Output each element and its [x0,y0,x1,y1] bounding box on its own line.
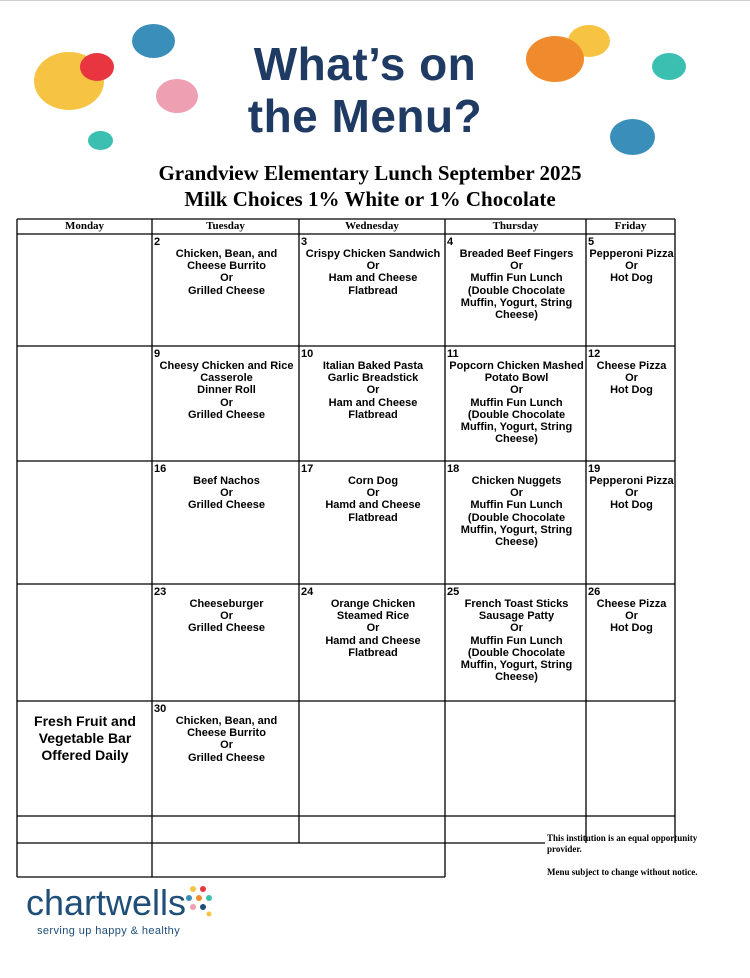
day-cell [299,461,445,584]
day-cell [299,346,445,461]
day-cell [586,346,675,461]
header-thursday: Thursday [492,220,539,232]
meal-text: Chicken Nuggets Or Muffin Fun Lunch (Double Chocolate Muffin, Yogurt, String Cheese) [460,475,573,549]
meal-text: Cheeseburger Or Grilled Cheese [187,598,266,635]
meal-text: Cheesy Chicken and Rice Casserole Dinner Roll Or Grilled Cheese [159,360,294,421]
meal-text: Popcorn Chicken Mashed Potato Bowl Or Muffin Fun Lunch (Double Chocolate Muffin, Yogurt, String Cheese) [449,360,584,446]
meal-text: Beef Nachos Or Grilled Cheese [187,475,266,512]
day-cell [586,234,675,346]
header-monday: Monday [64,220,105,232]
meal-text: Pepperoni Pizza Or Hot Dog [589,475,674,512]
day-cell [152,584,299,701]
date-number: 16 [154,463,167,475]
day-cell [152,234,299,346]
date-number: 17 [301,463,314,475]
date-number: 5 [588,236,595,248]
decor-dot-blue-right [610,119,655,155]
header-friday: Friday [614,220,647,232]
day-cell [152,701,299,816]
day-cell [152,461,299,584]
chartwells-tagline: serving up happy & healthy [37,925,181,937]
day-cell [152,346,299,461]
date-number: 30 [154,703,167,715]
meal-text: Chicken, Bean, and Cheese Burrito Or Grilled Cheese [175,715,278,764]
date-number: 26 [588,586,601,598]
meal-text: Italian Baked Pasta Garlic Breadstick Or Ham and Cheese Flatbread [322,360,424,421]
meal-text: Cheese Pizza Or Hot Dog [596,360,667,397]
header-wednesday: Wednesday [345,220,399,232]
meal-text: Cheese Pizza Or Hot Dog [596,598,667,635]
header-tuesday: Tuesday [206,220,245,232]
day-cell [586,461,675,584]
logo-dots-icon [185,885,215,921]
menu-title [200,38,530,142]
day-cell [445,461,586,584]
date-number: 18 [447,463,460,475]
decor-dot-orange [526,36,584,82]
meal-text: Pepperoni Pizza Or Hot Dog [589,248,674,285]
day-cell [299,584,445,701]
day-cell [586,584,675,701]
meal-text: Chicken, Bean, and Cheese Burrito Or Grilled Cheese [175,248,278,297]
decor-dot-teal [88,131,113,150]
day-cell [445,584,586,701]
change-disclaimer: Menu subject to change without notice. [547,867,698,877]
day-cell [445,234,586,346]
decor-dot-pink [156,79,198,113]
date-number: 19 [588,463,601,475]
meal-text: Corn Dog Or Hamd and Cheese Flatbread [325,475,421,524]
milk-choices-heading: Milk Choices 1% White or 1% Chocolate [184,187,556,211]
date-number: 2 [154,236,161,248]
decor-dot-blue [132,24,175,58]
day-cell [445,346,586,461]
date-number: 3 [301,236,308,248]
meal-text: Crispy Chicken Sandwich Or Ham and Cheese Flatbread [305,248,441,297]
menu-title-line2: the Menu? [247,90,483,142]
meal-text: Orange Chicken Steamed Rice Or Hamd and Cheese Flatbread [325,598,421,659]
date-number: 10 [301,348,314,360]
decor-dot-red [80,53,114,81]
chartwells-logo: chartwells [26,882,187,923]
decor-dot-teal-right [652,53,686,80]
date-number: 12 [588,348,601,360]
date-number: 4 [447,236,454,248]
top-border [0,0,750,1]
fresh-fruit-note: Fresh Fruit and Vegetable Bar Offered Daily [34,713,136,763]
day-cell [299,234,445,346]
meal-text: French Toast Sticks Sausage Patty Or Muffin Fun Lunch (Double Chocolate Muffin, Yogurt, String Cheese) [460,598,573,684]
menu-title-line1: What’s on [253,38,477,90]
date-number: 25 [447,586,460,598]
date-number: 23 [154,586,167,598]
date-number: 24 [301,586,314,598]
date-number: 9 [154,348,161,360]
school-month-heading: Grandview Elementary Lunch September 2025 [158,161,582,185]
meal-text: Breaded Beef Fingers Or Muffin Fun Lunch (Double Chocolate Muffin, Yogurt, String Cheese) [459,248,574,322]
date-number: 11 [447,348,459,360]
equal-opportunity-note: This institution is an equal opportunity provider. [547,833,698,854]
